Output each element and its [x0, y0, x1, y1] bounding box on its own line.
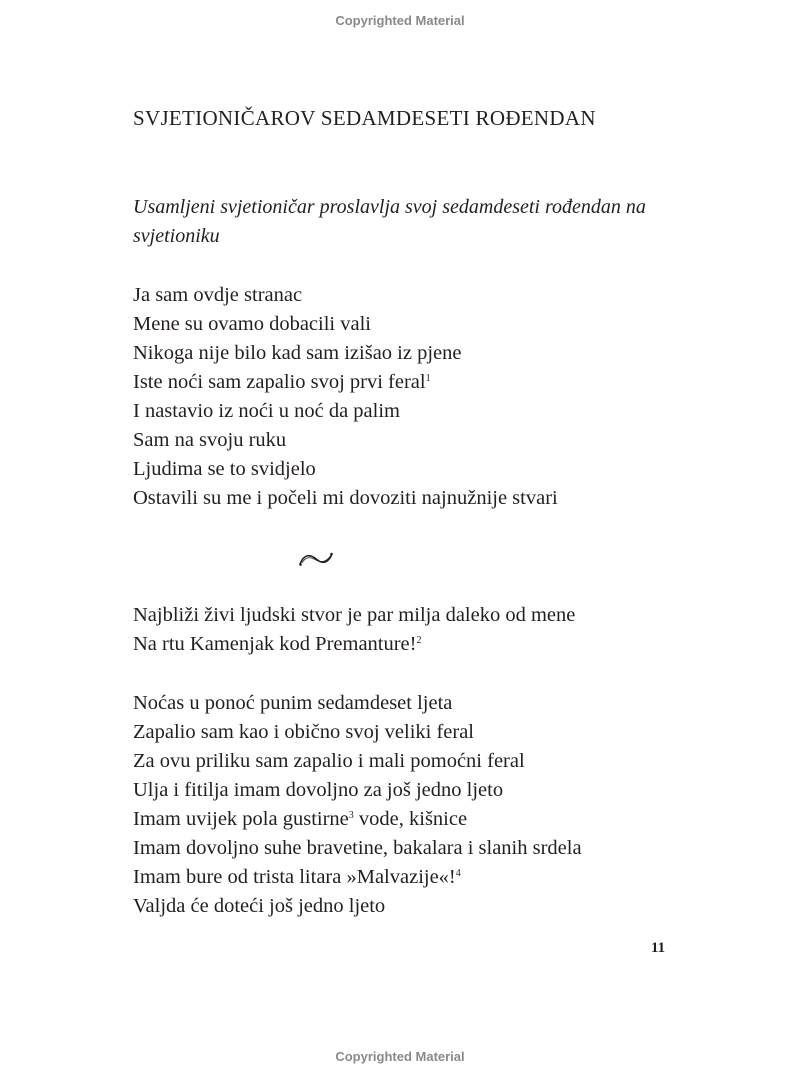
poem-line [133, 747, 582, 776]
poem-line [133, 281, 558, 310]
page-number: 11 [651, 940, 666, 956]
footnote-marker[interactable]: 1 [425, 373, 431, 384]
line-text: Nikoga nije bilo kad sam izišao iz pjene [133, 342, 462, 364]
stanza-1 [133, 281, 558, 513]
stanza-2 [133, 601, 575, 659]
line-text: Sam na svoju ruku [133, 429, 287, 451]
poem-line [133, 776, 582, 805]
line-text: I nastavio iz noći u noć da palim [133, 400, 400, 422]
line-text: Mene su ovamo dobacili vali [133, 313, 371, 335]
footnote-marker[interactable]: 2 [416, 635, 422, 646]
line-text: Za ovu priliku sam zapalio i mali pomoćni feral [133, 750, 525, 772]
footnote-marker[interactable]: 4 [455, 868, 461, 879]
poem-line [133, 805, 582, 834]
line-text: Ja sam ovdje stranac [133, 284, 303, 306]
line-text: Ostavili su me i počeli mi dovoziti najnužnije stvari [133, 487, 558, 509]
poem-line [133, 892, 582, 921]
poem-subtitle: Usamljeni svjetioničar proslavlja svoj sedamdeseti rođendan na svjetioniku [133, 196, 646, 247]
copyright-watermark-bottom: Copyrighted Material [335, 1049, 465, 1064]
line-text: Zapalio sam kao i obično svoj veliki feral [133, 721, 475, 743]
poem-line [133, 426, 558, 455]
poem-line [133, 834, 582, 863]
poem-line [133, 718, 582, 747]
line-text: Na rtu Kamenjak kod Premanture! [133, 633, 417, 655]
footnote-marker[interactable]: 3 [348, 810, 354, 821]
tilde-ornament-icon [298, 550, 334, 568]
line-text: Imam uvijek pola gustirne [133, 808, 349, 830]
poem-line [133, 368, 558, 397]
poem-line [133, 863, 582, 892]
line-text: Ulja i fitilja imam dovoljno za još jedno ljeto [133, 779, 504, 801]
poem-line [133, 310, 558, 339]
poem-line [133, 339, 558, 368]
line-text: Najbliži živi ljudski stvor je par milja daleko od mene [133, 604, 576, 626]
poem-line [133, 484, 558, 513]
line-text: Imam bure od trista litara »Malvazije«! [133, 866, 456, 888]
poem-line [133, 455, 558, 484]
line-text: Noćas u ponoć punim sedamdeset ljeta [133, 692, 453, 714]
poem-line [133, 689, 582, 718]
poem-title: SVJETIONIČAROV SEDAMDESETI ROĐENDAN [133, 106, 596, 130]
poem-line [133, 601, 575, 630]
line-text: Imam dovoljno suhe bravetine, bakalara i slanih srdela [133, 837, 582, 859]
poem-line [133, 630, 575, 659]
line-text: Valjda će doteći još jedno ljeto [133, 895, 386, 917]
copyright-watermark-top: Copyrighted Material [335, 13, 465, 28]
line-text-continued: vode, kišnice [353, 808, 468, 830]
stanza-3 [133, 689, 582, 921]
line-text: Iste noći sam zapalio svoj prvi feral [133, 371, 426, 393]
line-text: Ljudima se to svidjelo [133, 458, 316, 480]
poem-line [133, 397, 558, 426]
